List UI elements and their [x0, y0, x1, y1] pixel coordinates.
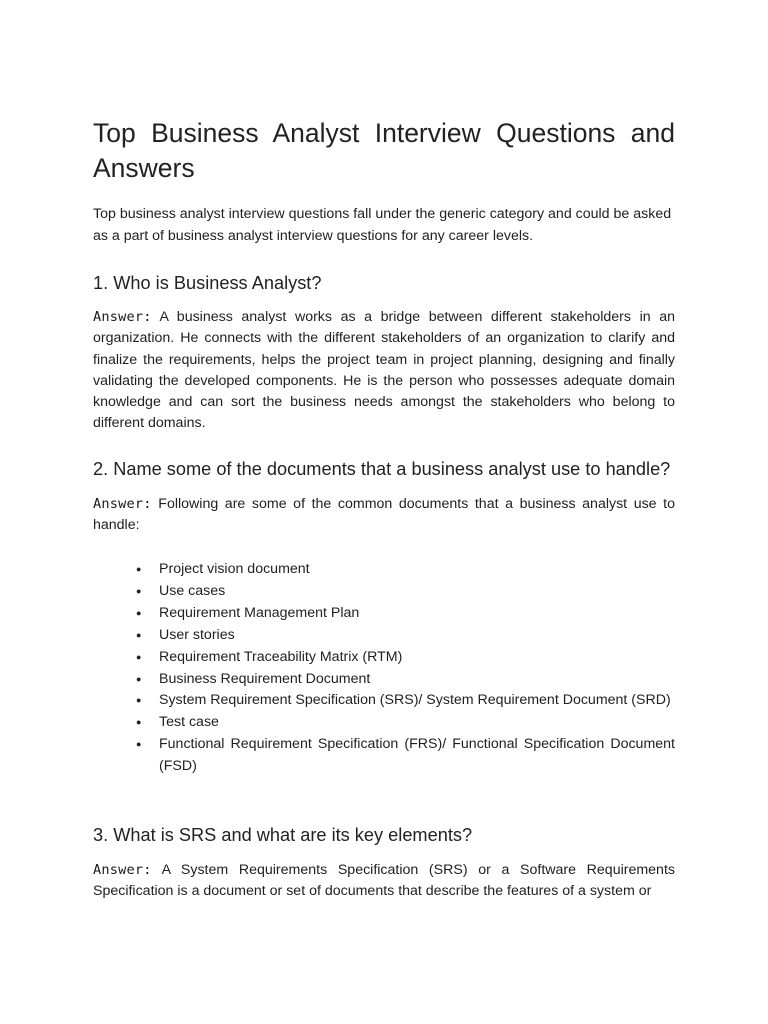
list-item: ● System Requirement Specification (SRS)/ System Requirement Document (SRD): [93, 690, 675, 712]
bullet-icon: ●: [136, 607, 142, 618]
document-title: Top Business Analyst Interview Questions and Answers: [93, 118, 675, 183]
question-2-heading: 2. Name some of the documents that a business analyst use to handle?: [93, 459, 671, 479]
answer-label: Answer:: [93, 496, 152, 512]
answer-label: Answer:: [93, 862, 152, 878]
documents-list: [93, 559, 675, 778]
question-3-answer: [93, 860, 675, 903]
bullet-icon: ●: [136, 739, 142, 750]
list-item: ● Requirement Traceability Matrix (RTM): [93, 647, 675, 669]
question-3-heading: 3. What is SRS and what are its key elements?: [93, 825, 473, 845]
bullet-icon: ●: [136, 585, 142, 596]
answer-text: A System Requirements Specification (SRS) or a Software Requirements Specification is a document or set of documents that describe the features of a system or: [93, 862, 675, 900]
question-1-answer: [93, 307, 675, 435]
question-2-answer: [93, 494, 675, 537]
bullet-icon: ●: [136, 629, 142, 640]
answer-text: Following are some of the common documents that a business analyst use to handle:: [93, 496, 675, 534]
list-item: ● Functional Requirement Specification (FRS)/ Functional Specification Document (FSD): [136, 736, 675, 775]
list-item: ● User stories: [93, 625, 675, 647]
bullet-icon: ●: [136, 717, 142, 728]
list-item: ● Use cases: [93, 581, 675, 603]
bullet-icon: ●: [136, 695, 142, 706]
question-1-heading: 1. Who is Business Analyst?: [93, 273, 322, 293]
bullet-icon: ●: [136, 564, 142, 574]
list-item: ● Requirement Management Plan: [93, 603, 675, 625]
answer-label: Answer:: [93, 309, 152, 325]
list-item: ● Project vision document: [93, 559, 675, 581]
list-item: ● Test case: [93, 712, 675, 734]
bullet-icon: ●: [136, 673, 142, 684]
bullet-icon: ●: [136, 651, 142, 662]
answer-text: A business analyst works as a bridge between different stakeholders in an organization. He connects with the different stakeholders of an organization to clarify and finalize the requirements, helps the project team in project planning, designing and finally validating the developed components. He is the person who possesses adequate domain knowledge and can sort the business needs amongst the stakeholders who belong to different domains.: [93, 309, 675, 432]
list-item: ● Business Requirement Document: [93, 669, 675, 691]
intro-paragraph: Top business analyst interview questions fall under the generic category and could be asked as a part of business analyst interview questions for any career levels.: [93, 206, 672, 244]
